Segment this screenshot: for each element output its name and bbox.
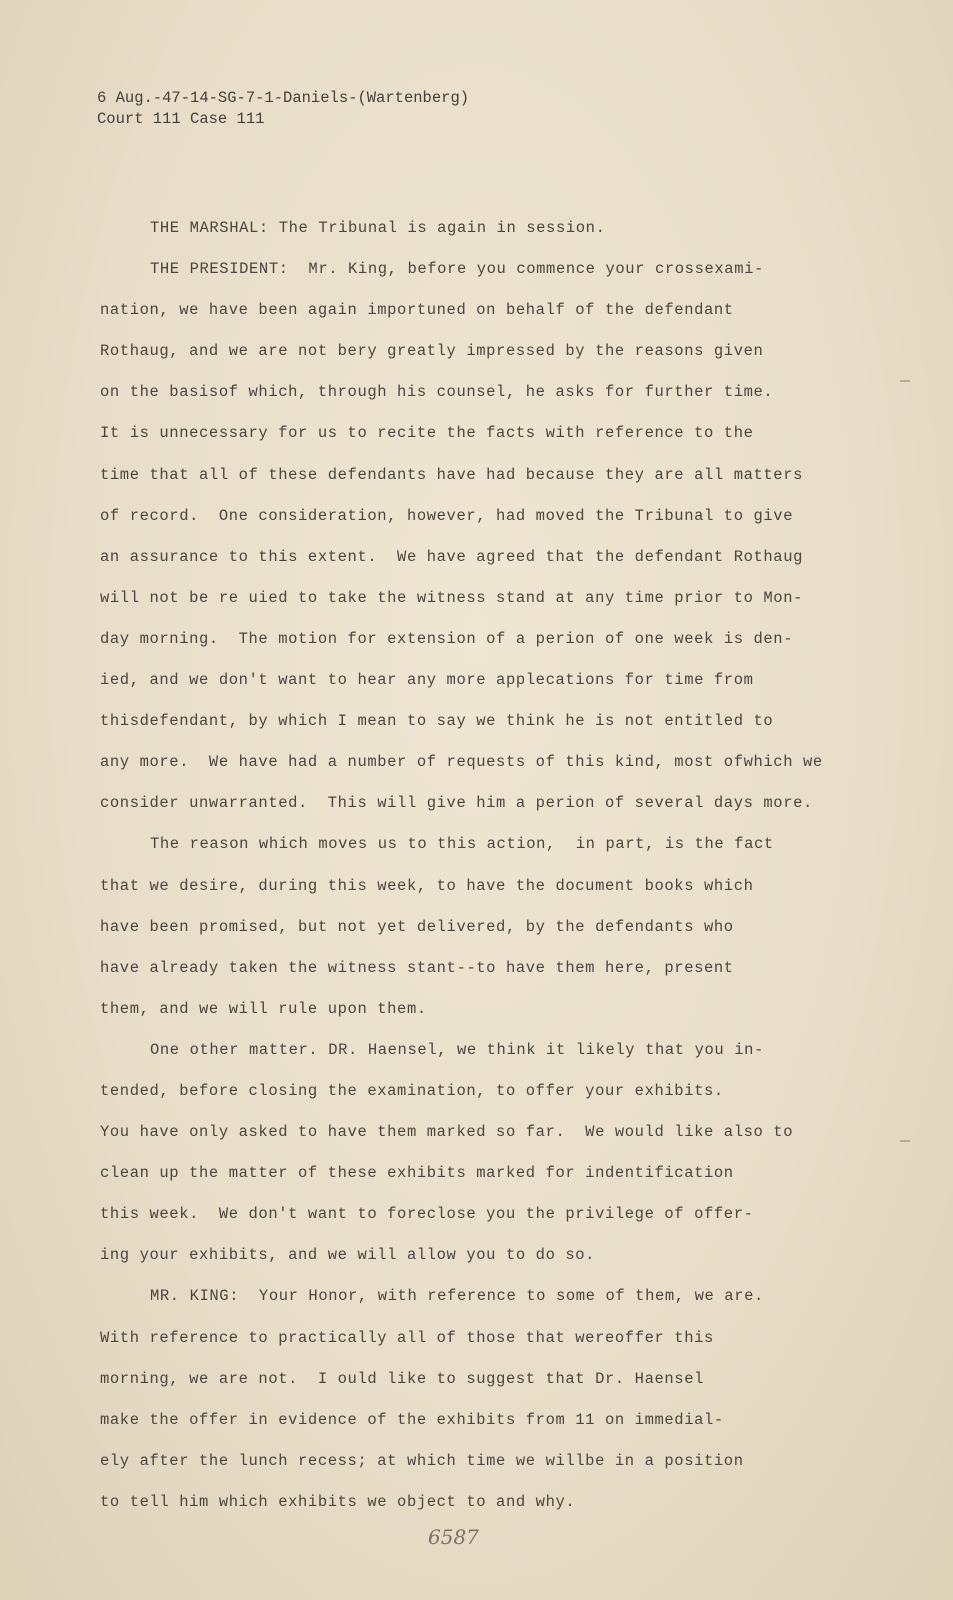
transcript-body <box>100 208 860 1523</box>
transcript-line: an assurance to this extent. We have agreed that the defendant Rothaug <box>100 547 804 566</box>
transcript-line: time that all of these defendants have had because they are all matters <box>100 465 804 484</box>
header-line-1: 6 Aug.-47-14-SG-7-1-Daniels-(Wartenberg) <box>97 89 470 107</box>
transcript-line: ely after the lunch recess; at which time we willbe in a position <box>100 1451 744 1470</box>
header-line-2: Court 111 Case 111 <box>97 110 265 128</box>
transcript-line: THE PRESIDENT: Mr. King, before you commence your crossexami- <box>150 260 764 279</box>
transcript-line: have already taken the witness stant--to have them here, present <box>100 958 734 977</box>
transcript-line: One other matter. DR. Haensel, we think it likely that you in- <box>150 1040 764 1059</box>
transcript-line: make the offer in evidence of the exhibits from 11 on immedial- <box>100 1410 724 1429</box>
transcript-line: that we desire, during this week, to have the document books which <box>100 876 754 895</box>
transcript-line: ing your exhibits, and we will allow you to do so. <box>100 1246 596 1265</box>
transcript-line: any more. We have had a number of requests of this kind, most ofwhich we <box>100 753 823 772</box>
margin-mark <box>900 380 910 382</box>
transcript-line: MR. KING: Your Honor, with reference to some of them, we are. <box>150 1287 764 1306</box>
page-number: 6587 <box>428 1525 479 1549</box>
transcript-line: have been promised, but not yet delivered, by the defendants who <box>100 917 734 936</box>
transcript-line: thisdefendant, by which I mean to say we think he is not entitled to <box>100 712 774 731</box>
transcript-line: day morning. The motion for extension of a perion of one week is den- <box>100 629 794 648</box>
transcript-line: to tell him which exhibits we object to and why. <box>100 1492 576 1511</box>
transcript-line: clean up the matter of these exhibits marked for indentification <box>100 1164 734 1183</box>
transcript-line: The reason which moves us to this action, in part, is the fact <box>150 835 774 854</box>
transcript-line: tended, before closing the examination, to offer your exhibits. <box>100 1081 724 1100</box>
transcript-line: Rothaug, and we are not bery greatly impressed by the reasons given <box>100 342 764 361</box>
transcript-line: of record. One consideration, however, had moved the Tribunal to give <box>100 506 794 525</box>
margin-mark <box>900 1140 910 1142</box>
document-header <box>97 88 469 130</box>
transcript-line: With reference to practically all of those that wereoffer this <box>100 1328 714 1347</box>
transcript-line: them, and we will rule upon them. <box>100 999 427 1018</box>
transcript-line: morning, we are not. I ould like to suggest that Dr. Haensel <box>100 1369 704 1388</box>
transcript-line: THE MARSHAL: The Tribunal is again in session. <box>150 219 606 237</box>
transcript-line: this week. We don't want to foreclose you the privilege of offer- <box>100 1205 754 1224</box>
transcript-line: ied, and we don't want to hear any more applecations for time from <box>100 671 754 690</box>
transcript-line: on the basisof which, through his counsel, he asks for further time. <box>100 383 774 402</box>
transcript-line: consider unwarranted. This will give him a perion of several days more. <box>100 794 813 813</box>
transcript-line: nation, we have been again importuned on behalf of the defendant <box>100 301 734 320</box>
transcript-line: will not be re uied to take the witness stand at any time prior to Mon- <box>100 588 804 607</box>
transcript-line: It is unnecessary for us to recite the facts with reference to the <box>100 424 754 443</box>
transcript-line: You have only asked to have them marked so far. We would like also to <box>100 1123 794 1142</box>
